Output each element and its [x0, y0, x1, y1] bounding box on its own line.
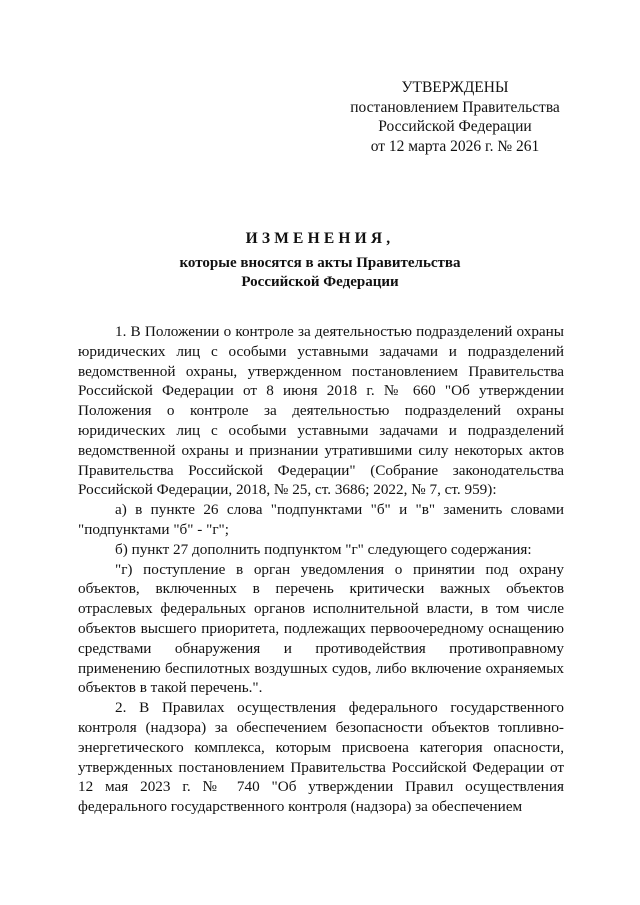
paragraph-1b-quote: "г) поступление в орган уведомления о принятии под охрану объектов, включенных в перечень критически важных объектов отраслевых федеральных органов исполнительной власти, в том числе объектов высшего приоритета, подлежащих первоочередному оснащению средствами обнаружения и противодействия противоправному применению беспилотных воздушных судов, либо включение охраняемых объектов в такой перечень.". [78, 560, 564, 697]
approval-line-1: постановлением Правительства [350, 98, 560, 116]
document-body [78, 322, 564, 817]
title-subtitle-line-1: которые вносятся в акты Правительства [179, 255, 461, 271]
paragraph-1a: а) в пункте 26 слова "подпунктами "б" и "в" заменить словами "подпунктами "б" - "г"; [78, 501, 564, 538]
paragraph-1: 1. В Положении о контроле за деятельностью подразделений охраны юридических лиц с особыми уставными задачами и подразделений ведомственной охраны, утвержденном постановлением Правительства Российской Федерации от 8 июня 2018 г. № 660 "Об утверждении Положения о контроле за деятельностью подразделений охраны юридических лиц с особыми уставными задачами и подразделений ведомственной охраны и признании утратившими силу некоторых актов Правительства Российской Федерации" (Собрание законодательства Российской Федерации, 2018, № 25, ст. 3686; 2022, № 7, ст. 959): [78, 323, 564, 499]
approval-line-3: от 12 марта 2026 г. № 261 [370, 137, 540, 155]
approval-heading: УТВЕРЖДЕНЫ [401, 79, 509, 96]
document-title [100, 230, 540, 292]
approval-line-2: Российской Федерации [378, 118, 532, 135]
paragraph-1b: б) пункт 27 дополнить подпунктом "г" следующего содержания: [115, 540, 532, 558]
title-main: ИЗМЕНЕНИЯ, [245, 230, 395, 247]
paragraph-2: 2. В Правилах осуществления федерального государственного контроля (надзора) за обеспечением безопасности объектов топливно-энергетического комплекса, которым присвоена категория опасности, утвержденных постановлением Правительства Российской Федерации от 12 мая 2023 г. № 740 "Об утверждении Правил осуществления федерального государственного контроля (надзора) за обеспечением [78, 699, 564, 816]
approval-stamp [330, 78, 580, 156]
title-subtitle-line-2: Российской Федерации [241, 274, 399, 290]
